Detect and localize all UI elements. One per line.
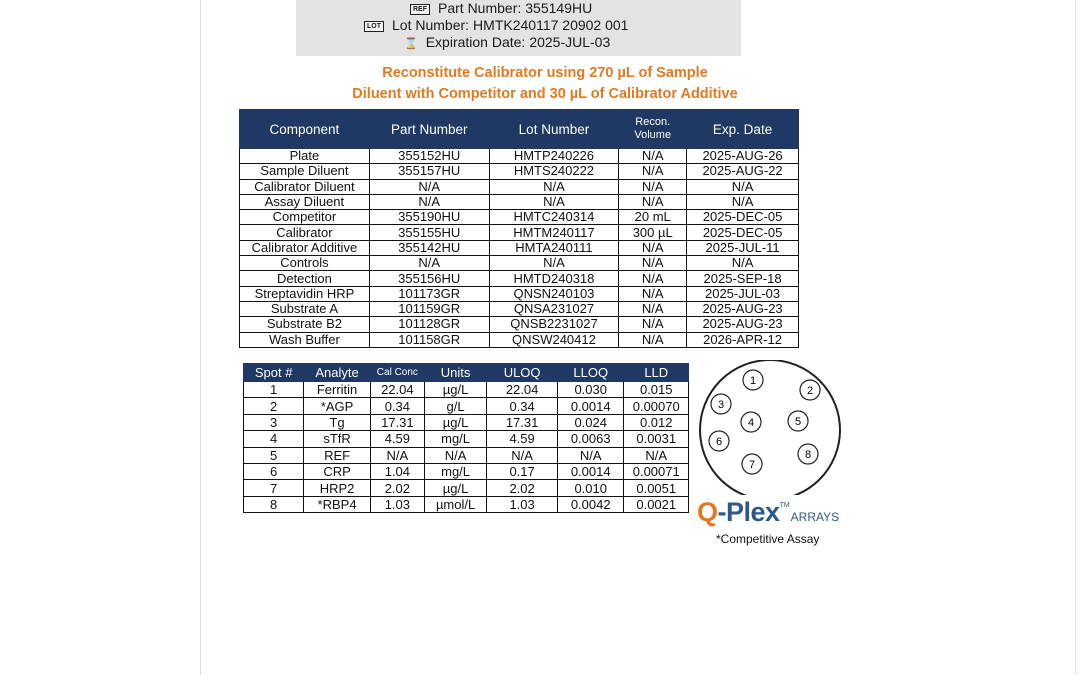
components-cell: Plate [240,149,370,164]
analyte-cell: 1.03 [487,496,558,512]
components-cell: 300 µL [619,225,687,240]
part-number-label: Part Number: [438,0,522,16]
components-cell: N/A [619,301,687,316]
analyte-cell: 7 [244,480,304,496]
competitive-assay-note: *Competitive Assay [716,532,820,546]
components-cell: N/A [369,194,489,209]
components-header-cell: Lot Number [489,110,619,149]
components-cell: 101128GR [369,317,489,332]
part-number-line [410,0,592,16]
components-cell: Calibrator [240,225,370,240]
components-cell: Sample Diluent [240,164,370,179]
analyte-cell: 0.0021 [624,496,689,512]
components-table-row [240,271,799,286]
components-cell: HMTS240222 [489,164,619,179]
reconstitute-line-1: Reconstitute Calibrator using 270 µL of Sample [382,65,708,81]
reconstitute-line-2: Diluent with Competitor and 30 µL of Calibrator Additive [352,86,738,102]
components-cell: 2025-JUL-03 [687,286,799,301]
components-cell: QNSN240103 [489,286,619,301]
spot-number-label: 2 [806,385,814,397]
analyte-cell: 22.04 [487,382,558,398]
components-cell: QNSB2231027 [489,317,619,332]
components-cell: N/A [369,256,489,271]
analyte-cell: 6 [244,463,304,479]
components-cell: Detection [240,271,370,286]
components-cell: N/A [619,317,687,332]
components-cell: Competitor [240,210,370,225]
components-cell: 2025-AUG-26 [687,149,799,164]
components-cell: N/A [489,194,619,209]
components-cell: 2025-DEC-05 [687,225,799,240]
components-cell: HMTP240226 [489,149,619,164]
analyte-cell: 0.0031 [624,431,689,447]
components-table-row [240,301,799,316]
analyte-header-cell: Analyte [304,364,371,382]
analyte-cell: N/A [370,447,424,463]
analyte-cell: HRP2 [304,480,371,496]
expiration-value: 2025-JUL-03 [529,34,611,50]
analyte-cell: N/A [424,447,486,463]
components-cell: N/A [369,179,489,194]
components-cell: N/A [619,286,687,301]
analyte-cell: 5 [244,447,304,463]
components-cell: 2025-AUG-22 [687,164,799,179]
analyte-cell: µg/L [424,382,486,398]
components-table-row [240,286,799,301]
components-cell: HMTM240117 [489,225,619,240]
components-cell: 101173GR [369,286,489,301]
analyte-cell: N/A [624,447,689,463]
spot-number-label: 7 [748,459,756,471]
components-table-row [240,179,799,194]
components-cell: 2026-APR-12 [687,332,799,347]
components-cell: N/A [687,179,799,194]
spot-number-label: 6 [715,436,723,448]
components-cell: 101159GR [369,301,489,316]
analyte-cell: 1.04 [370,463,424,479]
analyte-cell: REF [304,447,371,463]
lot-number-line [364,17,628,33]
analyte-header-row [244,364,689,382]
components-cell: N/A [619,240,687,255]
components-cell: N/A [619,164,687,179]
lot-number-label: Lot Number: [392,17,470,33]
components-cell: N/A [619,256,687,271]
components-cell: 2025-JUL-11 [687,240,799,255]
analyte-cell: 0.34 [370,398,424,414]
spot-number-label: 8 [804,449,812,461]
components-header-cell: Exp. Date [687,110,799,149]
analyte-cell: *RBP4 [304,496,371,512]
analyte-cell: Ferritin [304,382,371,398]
analyte-cell: Tg [304,414,371,430]
components-cell: 355157HU [369,164,489,179]
ref-symbol-icon: REF [410,4,430,15]
components-cell: 2025-AUG-23 [687,317,799,332]
analyte-cell: 0.34 [487,398,558,414]
components-cell: 20 mL [619,210,687,225]
analyte-cell: 1.03 [370,496,424,512]
analyte-cell: 0.00070 [624,398,689,414]
lot-symbol-icon: LOT [364,21,384,32]
analyte-cell: g/L [424,398,486,414]
components-table-row [240,332,799,347]
analyte-header-cell: ULOQ [487,364,558,382]
components-cell: Calibrator Diluent [240,179,370,194]
components-header-cell: Recon. Volume [619,110,687,149]
page-right-edge [1075,0,1076,675]
analyte-cell: 0.030 [557,382,624,398]
analyte-cell: 1 [244,382,304,398]
components-header-cell: Component [240,110,370,149]
analyte-cell: µmol/L [424,496,486,512]
components-table-row [240,164,799,179]
analyte-cell: µg/L [424,414,486,430]
analyte-table-row [244,382,689,398]
components-cell: N/A [619,194,687,209]
analyte-header-cell: Units [424,364,486,382]
analyte-cell: 2.02 [370,480,424,496]
components-cell: 355155HU [369,225,489,240]
analyte-cell: 17.31 [487,414,558,430]
components-cell: N/A [687,194,799,209]
analyte-table [243,363,689,513]
q-plex-logo: Q-Plex™ARRAYS [697,497,840,527]
components-cell: 355152HU [369,149,489,164]
spot-number-label: 4 [747,417,755,429]
expiration-line [404,34,610,50]
components-table-row [240,256,799,271]
components-cell: N/A [489,256,619,271]
kit-info-box [296,0,741,56]
components-table-row [240,225,799,240]
components-table-row [240,194,799,209]
analyte-cell: 0.012 [624,414,689,430]
components-cell: 355142HU [369,240,489,255]
components-table-row [240,210,799,225]
analyte-cell: N/A [487,447,558,463]
components-cell: HMTD240318 [489,271,619,286]
spot-number-label: 1 [749,375,757,387]
components-table-row [240,317,799,332]
part-number-value: 355149HU [525,0,593,16]
spot-number-label: 5 [794,416,802,428]
components-cell: Streptavidin HRP [240,286,370,301]
components-table [239,109,799,348]
page-left-edge [200,0,201,675]
analyte-cell: 0.0014 [557,398,624,414]
analyte-cell: 0.0014 [557,463,624,479]
components-cell: Controls [240,256,370,271]
analyte-cell: 22.04 [370,382,424,398]
components-cell: Substrate A [240,301,370,316]
analyte-cell: mg/L [424,463,486,479]
components-cell: 101158GR [369,332,489,347]
components-cell: 355190HU [369,210,489,225]
components-cell: N/A [619,271,687,286]
components-cell: Assay Diluent [240,194,370,209]
analyte-cell: 4 [244,431,304,447]
analyte-cell: 0.17 [487,463,558,479]
analyte-cell: 17.31 [370,414,424,430]
components-cell: N/A [619,149,687,164]
components-cell: QNSA231027 [489,301,619,316]
components-cell: 2025-DEC-05 [687,210,799,225]
components-cell: 355156HU [369,271,489,286]
analyte-cell: CRP [304,463,371,479]
analyte-cell: 0.015 [624,382,689,398]
components-table-row [240,240,799,255]
spot-map-diagram [695,360,845,495]
analyte-header-cell: Cal Conc [370,364,424,382]
analyte-cell: mg/L [424,431,486,447]
analyte-cell: 0.010 [557,480,624,496]
analyte-table-row [244,447,689,463]
analyte-cell: sTfR [304,431,371,447]
analyte-table-row [244,463,689,479]
analyte-cell: 0.0051 [624,480,689,496]
components-cell: HMTA240111 [489,240,619,255]
components-cell: QNSW240412 [489,332,619,347]
analyte-cell: 3 [244,414,304,430]
analyte-cell: N/A [557,447,624,463]
analyte-table-row [244,480,689,496]
analyte-cell: 0.00071 [624,463,689,479]
components-header-cell: Part Number [369,110,489,149]
analyte-table-row [244,496,689,512]
components-cell: HMTC240314 [489,210,619,225]
components-cell: Substrate B2 [240,317,370,332]
analyte-cell: 2 [244,398,304,414]
components-cell: N/A [687,256,799,271]
analyte-header-cell: LLOQ [557,364,624,382]
analyte-cell: 8 [244,496,304,512]
analyte-cell: 0.0042 [557,496,624,512]
analyte-cell: 0.0063 [557,431,624,447]
components-cell: N/A [619,179,687,194]
analyte-cell: 0.024 [557,414,624,430]
components-cell: N/A [619,332,687,347]
analyte-cell: 2.02 [487,480,558,496]
analyte-table-row [244,414,689,430]
hourglass-icon: ⌛ [404,38,418,50]
components-cell: 2025-SEP-18 [687,271,799,286]
components-cell: Calibrator Additive [240,240,370,255]
components-cell: N/A [489,179,619,194]
expiration-label: Expiration Date: [425,34,526,50]
analyte-table-row [244,398,689,414]
analyte-table-row [244,431,689,447]
analyte-cell: 4.59 [370,431,424,447]
components-header-row [240,110,799,149]
analyte-header-cell: LLD [624,364,689,382]
spot-number-label: 3 [717,399,725,411]
components-cell: Wash Buffer [240,332,370,347]
lot-number-value: HMTK240117 20902 001 [473,17,629,33]
analyte-cell: µg/L [424,480,486,496]
well-outline [700,360,840,495]
analyte-cell: *AGP [304,398,371,414]
components-table-row [240,149,799,164]
analyte-cell: 4.59 [487,431,558,447]
components-cell: 2025-AUG-23 [687,301,799,316]
analyte-header-cell: Spot # [244,364,304,382]
